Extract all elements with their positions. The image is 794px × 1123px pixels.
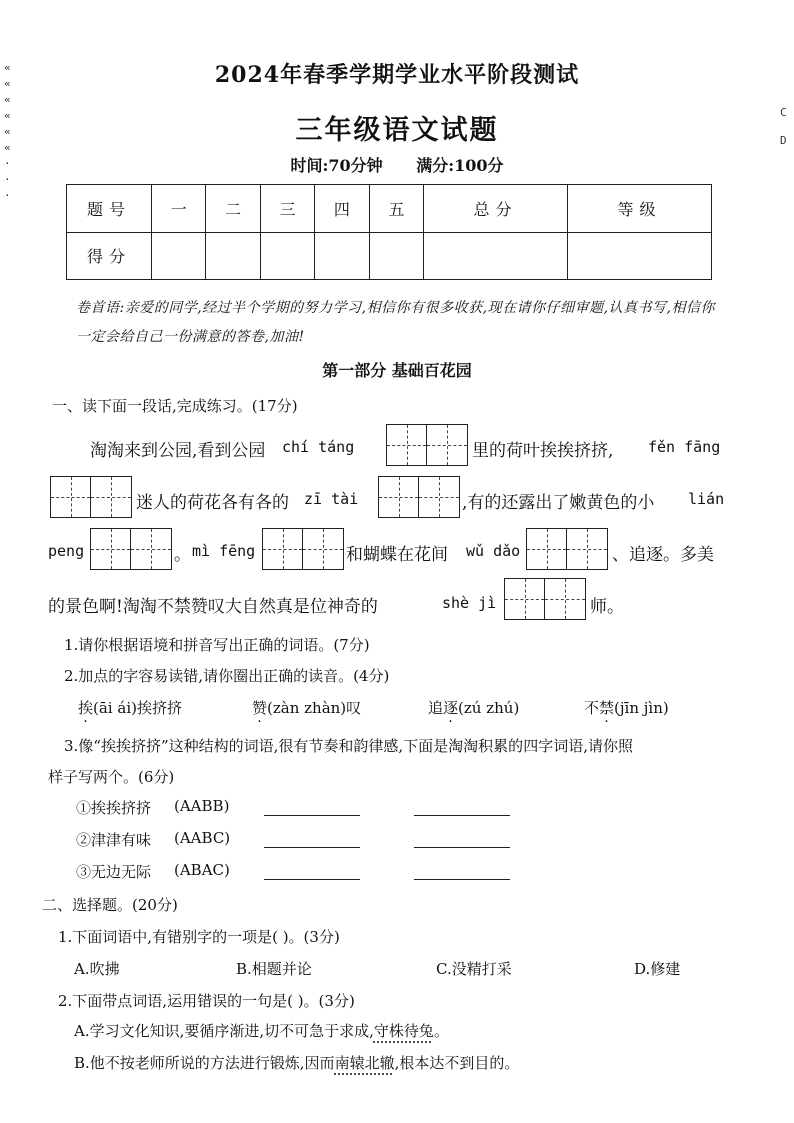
answer-blank[interactable] [414, 879, 510, 880]
pinyin-prompt: chí táng [282, 438, 355, 456]
choice-a-sentence[interactable]: A.学习文化知识,要循序渐进,切不可急于求成,守株待兔。 [74, 1022, 449, 1040]
passage-text: 和蝴蝶在花间 [346, 545, 448, 565]
passage-text: 里的荷叶挨挨挤挤, [472, 441, 614, 461]
subquestion-1: 1.请你根据语境和拼音写出正确的词语。(7分) [64, 636, 370, 654]
choice-d[interactable]: D.修建 [634, 960, 681, 978]
score-input-cell[interactable] [315, 232, 369, 280]
binding-marks: « « « « « « · · · [4, 61, 11, 202]
margin-letter-c: C [780, 106, 787, 119]
passage-text: 淘淘来到公园,看到公园 [90, 441, 266, 461]
exam-meta [0, 153, 794, 176]
passage-text: 。 [174, 545, 191, 565]
q2-subquestion-1: 1.下面词语中,有错别字的一项是( )。(3分) [58, 928, 340, 946]
answer-blank[interactable] [414, 815, 510, 816]
exam-time: 时间:70分钟 [290, 156, 383, 175]
score-input-cell[interactable] [260, 232, 314, 280]
pinyin-prompt: wǔ dǎo [466, 542, 521, 560]
choice-a[interactable]: A.吹拂 [74, 960, 120, 978]
question-2-heading: 二、选择题。(20分) [42, 896, 178, 914]
exam-title: 2024年春季学期学业水平阶段测试 [214, 62, 580, 88]
exam-full-score: 满分:100分 [416, 156, 504, 175]
table-cell: 二 [206, 185, 260, 233]
reading-item: 不禁(jīn jìn) [584, 699, 669, 717]
score-input-cell[interactable] [369, 232, 423, 280]
pinyin-prompt: mì fēng [192, 542, 256, 560]
answer-blank[interactable] [264, 815, 360, 816]
choice-b[interactable]: B.相题并论 [236, 960, 312, 978]
table-cell: 五 [369, 185, 423, 233]
answer-blank[interactable] [264, 847, 360, 848]
answer-blank[interactable] [264, 879, 360, 880]
answer-box-lianpeng[interactable] [90, 528, 172, 570]
table-cell: 总分 [424, 185, 568, 233]
score-table-header-row [67, 185, 712, 233]
answer-box-chitang[interactable] [386, 424, 468, 466]
exam-subtitle: 三年级语文试题 [295, 115, 499, 146]
pinyin-options[interactable]: (zú zhú) [458, 699, 520, 717]
pattern-type: (AABC) [174, 829, 231, 847]
passage-text: 师。 [590, 597, 624, 617]
table-cell: 四 [315, 185, 369, 233]
pattern-type: (ABAC) [174, 861, 230, 879]
pinyin-prompt: lián [688, 490, 725, 508]
table-cell: 得分 [67, 232, 152, 280]
dotted-idiom: 南辕北辙 [334, 1054, 395, 1072]
question-1-heading: 一、读下面一段话,完成练习。(17分) [52, 397, 298, 415]
passage-text: 的景色啊!淘淘不禁赞叹大自然真是位神奇的 [48, 597, 378, 617]
answer-box-zitai[interactable] [378, 476, 460, 518]
passage-text: 迷人的荷花各有各的 [136, 493, 289, 513]
subquestion-3: 3.像“挨挨挤挤”这种结构的词语,很有节奏和韵律感,下面是淘淘积累的四字词语,请你照 [64, 737, 633, 755]
pinyin-options[interactable]: (jīn jìn) [614, 699, 669, 717]
preface: 卷首语:亲爱的同学,经过半个学期的努力学习,相信你有很多收获,现在请你仔细审题,认真书写,相信你一定会给自己一份满意的答卷,加油! [76, 300, 715, 345]
reading-item: 赞(zàn zhàn)叹 [252, 699, 362, 717]
table-cell: 一 [152, 185, 206, 233]
pattern-type: (AABB) [174, 797, 230, 815]
score-table [66, 184, 712, 280]
answer-box-fenfang[interactable] [50, 476, 132, 518]
pinyin-options[interactable]: (zàn zhàn) [267, 699, 347, 717]
pinyin-prompt: fěn fāng [648, 438, 721, 456]
subquestion-3-cont: 样子写两个。(6分) [48, 768, 175, 786]
table-cell: 三 [260, 185, 314, 233]
passage-text: 、追逐。多美 [612, 545, 714, 565]
part1-title: 第一部分 基础百花园 [322, 361, 472, 380]
q2-subquestion-2: 2.下面带点词语,运用错误的一句是( )。(3分) [58, 992, 355, 1010]
answer-box-wudao[interactable] [526, 528, 608, 570]
margin-letter-d: D [780, 134, 787, 147]
choice-b-sentence[interactable]: B.他不按老师所说的方法进行锻炼,因而南辕北辙,根本达不到目的。 [74, 1054, 520, 1072]
score-input-cell[interactable] [152, 232, 206, 280]
choice-c[interactable]: C.没精打采 [436, 960, 512, 978]
pattern-word: ③无边无际 [76, 863, 152, 881]
answer-box-mifeng[interactable] [262, 528, 344, 570]
table-cell: 题号 [67, 185, 152, 233]
dotted-idiom: 守株待兔 [373, 1022, 434, 1040]
passage-text: ,有的还露出了嫩黄色的小 [462, 493, 655, 513]
pattern-word: ②津津有味 [76, 831, 152, 849]
score-table-score-row [67, 232, 712, 280]
score-input-cell[interactable] [424, 232, 568, 280]
pattern-word: ①挨挨挤挤 [76, 799, 152, 817]
score-input-cell[interactable] [567, 232, 711, 280]
answer-box-sheji[interactable] [504, 578, 586, 620]
reading-item: 追逐(zú zhú) [428, 699, 520, 717]
answer-blank[interactable] [414, 847, 510, 848]
subquestion-2: 2.加点的字容易读错,请你圈出正确的读音。(4分) [64, 667, 390, 685]
pinyin-prompt: peng [48, 542, 85, 560]
pinyin-prompt: zī tài [304, 490, 359, 508]
score-input-cell[interactable] [206, 232, 260, 280]
pinyin-options[interactable]: (āi ái) [93, 699, 137, 717]
reading-item: 挨(āi ái)挨挤挤 [78, 699, 182, 717]
pinyin-prompt: shè jì [442, 594, 497, 612]
table-cell: 等级 [567, 185, 711, 233]
